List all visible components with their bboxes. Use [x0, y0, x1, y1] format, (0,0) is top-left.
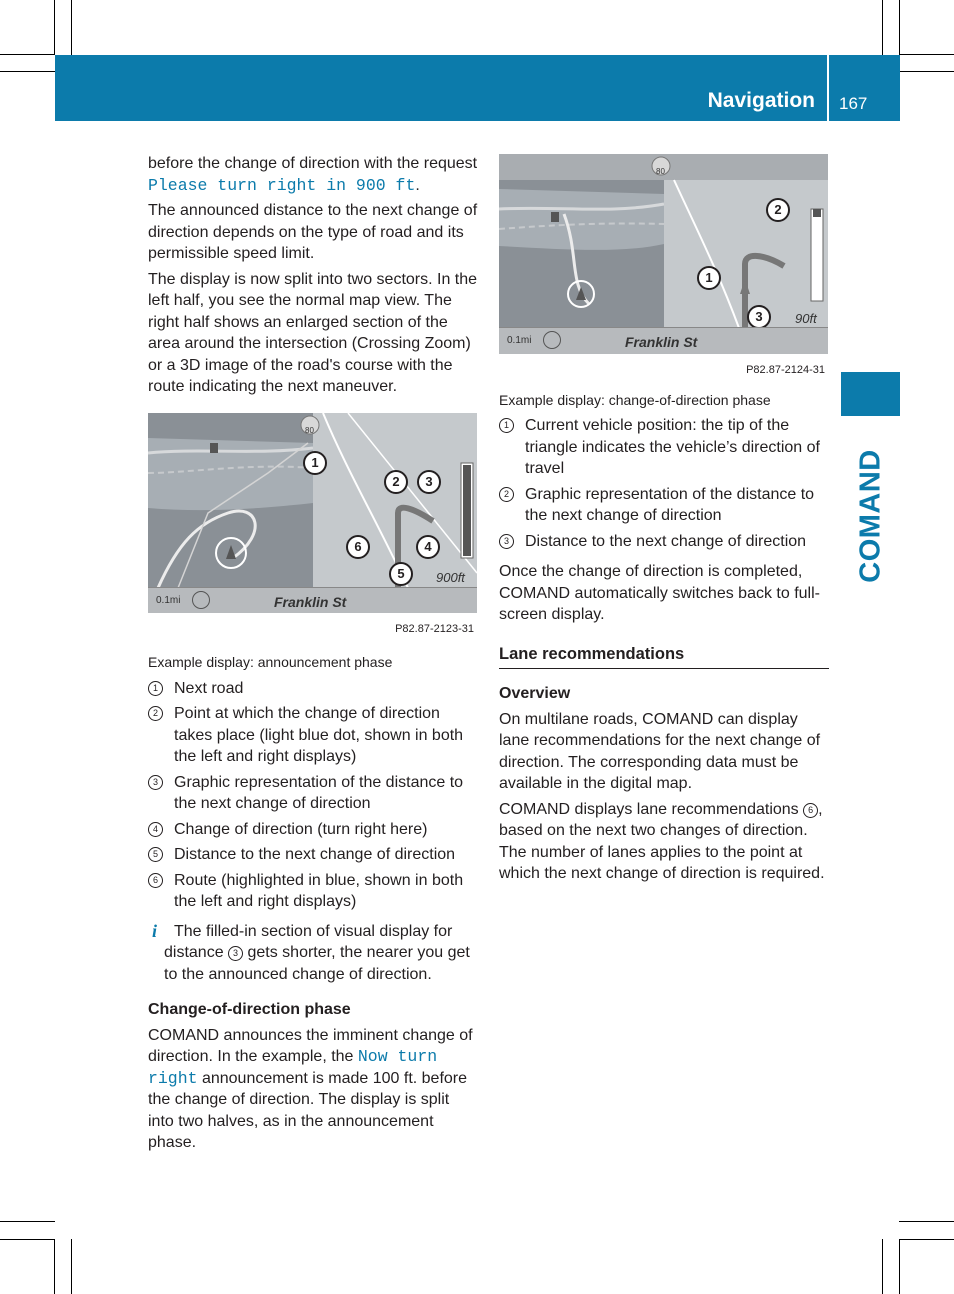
map-status-bar [148, 587, 477, 613]
callout-2: 2 [384, 470, 408, 494]
callout-2: 2 [766, 198, 790, 222]
callout-5: 5 [389, 562, 413, 586]
voice-prompt: Please turn right in 900 ft [148, 175, 416, 195]
compass-icon [543, 331, 561, 349]
list-item: 6 Route (highlighted in blue, shown in both the left and right displays) [148, 870, 478, 913]
legend-list [148, 678, 478, 913]
overview-paragraph: On multilane roads, COMAND can display lane recommendations for the next change of direction. The corresponding data must be available in the digital map. [499, 710, 821, 792]
announcement-figure [148, 413, 477, 613]
callout-1: 1 [303, 451, 327, 475]
list-item: 3 Graphic representation of the distance to the next change of direction [148, 772, 478, 815]
callout-6: 6 [346, 535, 370, 559]
figure-code: P82.87-2124-31 [746, 364, 825, 376]
phase-heading: Change-of-direction phase [148, 1001, 351, 1018]
list-item: 4 Change of direction (turn right here) [148, 819, 478, 841]
distance-label: 900ft [436, 569, 465, 585]
intro-paragraph: before the change of direction with the request Please turn right in 900 ft. [148, 155, 478, 195]
right-column [499, 154, 829, 889]
map-status-bar [499, 327, 828, 354]
interstate-shield: 80 [305, 425, 314, 435]
phase-paragraph: COMAND announces the imminent change of direction. In the example, the Now turn right announcement is made 100 ft. before the change of direction. The display is split into two halves, as in the announcement phase. [148, 1026, 473, 1151]
info-icon: i [152, 920, 158, 941]
figure-caption: Example display: announcement phase [148, 654, 393, 670]
info-note: i The filled-in section of visual display for distance 3 gets shorter, the nearer you get to the announced change of direction. [152, 920, 470, 983]
callout-1: 1 [697, 266, 721, 290]
map-illustration [148, 413, 477, 613]
split-display-paragraph: The display is now split into two sectors. In the left half, you see the normal map view. The right half shows an enlarged section of the area around the intersection (Crossing Zoom) or a 3D image of the road's course with the route indicating the next maneuver. [148, 270, 478, 395]
list-item: 3 Distance to the next change of direction [499, 531, 829, 553]
distance-paragraph: The announced distance to the next change of direction depends on the type of road and its permissible speed limit. [148, 202, 478, 262]
overview-heading: Overview [499, 685, 571, 702]
callout-3: 3 [747, 305, 771, 329]
callout-3: 3 [417, 470, 441, 494]
street-name: Franklin St [625, 334, 698, 350]
distance-label: 90ft [795, 311, 817, 326]
figure-caption: Example display: change-of-direction phase [499, 391, 771, 408]
chapter-tab [841, 372, 900, 416]
voice-prompt: Now turn right [148, 1047, 438, 1088]
completion-paragraph: Once the change of direction is completed, COMAND automatically switches back to full-screen display. [499, 563, 820, 623]
map-illustration [499, 154, 828, 354]
street-name: Franklin St [274, 593, 347, 610]
map-scale: 0.1mi [156, 594, 181, 606]
compass-icon [192, 591, 210, 609]
left-column [148, 153, 478, 1158]
list-item: 2 Graphic representation of the distance to the next change of direction [499, 484, 829, 527]
lane-recommendations-heading: Lane recommendations [499, 644, 829, 670]
header-divider [827, 55, 829, 121]
chapter-label: COMAND [854, 449, 886, 583]
page-header [55, 55, 900, 121]
figure-code: P82.87-2123-31 [395, 622, 474, 635]
list-item: 1 Current vehicle position: the tip of the triangle indicates the vehicle’s direction of travel [499, 415, 829, 480]
list-item: 1 Next road [148, 678, 478, 700]
list-item: 2 Point at which the change of direction takes place (light blue dot, shown in both the left and right displays) [148, 703, 478, 768]
page-number: 167 [839, 94, 868, 113]
callout-4: 4 [416, 535, 440, 559]
map-scale: 0.1mi [507, 335, 532, 346]
interstate-shield: 80 [656, 167, 665, 176]
change-of-direction-figure [499, 154, 828, 354]
legend-list [499, 415, 829, 552]
list-item: 5 Distance to the next change of direction [148, 844, 478, 866]
lane-paragraph: COMAND displays lane recommendations 6 , based on the next two changes of direction. The number of lanes applies to the point at which the next change of direction is required. [499, 800, 825, 882]
section-title: Navigation [707, 89, 815, 112]
